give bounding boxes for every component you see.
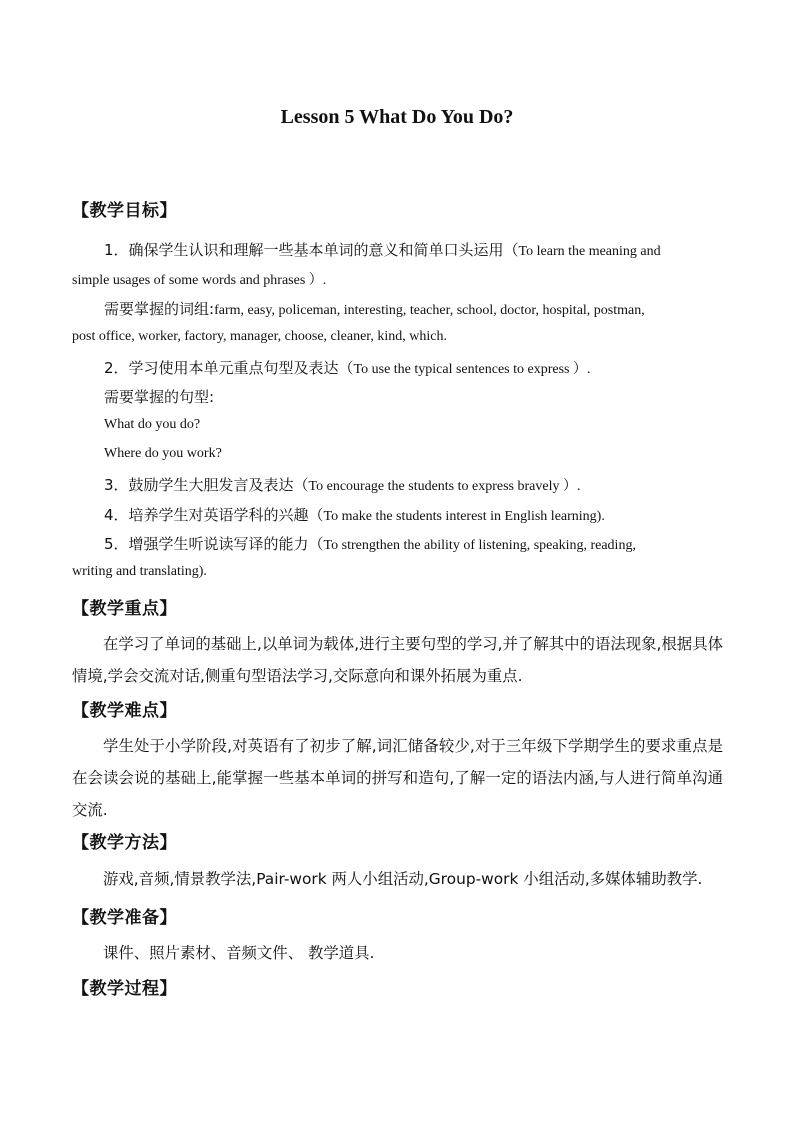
methods-heading: 【教学方法】 (72, 833, 177, 853)
objective-1-en: To learn the meaning and (518, 244, 661, 259)
objective-4 (104, 504, 605, 525)
objective-4-en: To make the students interest in English learning). (323, 509, 605, 524)
vocabulary-label: 需要掌握的词组: (104, 300, 215, 318)
objective-3-cn: 3．鼓励学生大胆发言及表达（ (104, 476, 309, 494)
objectives-heading: 【教学目标】 (72, 201, 177, 221)
preparation-heading: 【教学准备】 (72, 908, 177, 928)
difficulties-text: 学生处于小学阶段,对英语有了初步了解,词汇储备较少,对于三年级下学期学生的要求重点是在会读会说的基础上,能掌握一些基本单词的拼写和造句,了解一定的语法内涵,与人进行简单沟通交流. (72, 737, 723, 819)
objective-5-cn: 5．增强学生听说读写译的能力（ (104, 535, 324, 553)
objective-3 (104, 474, 581, 495)
objective-2 (104, 357, 591, 378)
pattern-2: Where do you work? (104, 446, 222, 461)
objective-5-en: To strengthen the ability of listening, speaking, reading, (323, 538, 636, 553)
methods-text: 游戏,音频,情景教学法,Pair-work 两人小组活动,Group-work 小组活动,多媒体辅助教学. (103, 870, 703, 888)
vocabulary-line (104, 298, 645, 319)
vocabulary-words: farm, easy, policeman, interesting, teacher, school, doctor, hospital, postman, (214, 303, 645, 318)
objective-2-cn: 2．学习使用本单元重点句型及表达（ (104, 359, 354, 377)
pattern-1: What do you do? (104, 417, 201, 432)
key-points-heading: 【教学重点】 (72, 599, 177, 619)
key-points-text: 在学习了单词的基础上,以单词为载体,进行主要句型的学习,并了解其中的语法现象,根据具体情境,学会交流对话,侧重句型语法学习,交际意向和课外拓展为重点. (72, 635, 723, 685)
process-heading: 【教学过程】 (72, 979, 177, 999)
objective-5 (104, 533, 636, 554)
preparation-text: 课件、照片素材、音频文件、 教学道具. (103, 944, 375, 962)
objective-2-en: To use the typical sentences to express ）. (353, 362, 591, 377)
objective-4-cn: 4．培养学生对英语学科的兴趣（ (104, 506, 324, 524)
vocabulary-continued: post office, worker, factory, manager, choose, cleaner, kind, which. (72, 329, 448, 344)
objective-5-continued: writing and translating). (72, 564, 207, 579)
objective-1 (104, 239, 661, 260)
objective-3-en: To encourage the students to express bravely ）. (308, 479, 581, 494)
difficulties-heading: 【教学难点】 (72, 701, 177, 721)
objective-1-continued: simple usages of some words and phrases ）. (72, 273, 327, 288)
lesson-title: Lesson 5 What Do You Do? (280, 106, 514, 128)
patterns-label: 需要掌握的句型: (104, 388, 215, 406)
objective-1-cn: 1．确保学生认识和理解一些基本单词的意义和简单口头运用（ (104, 241, 519, 259)
